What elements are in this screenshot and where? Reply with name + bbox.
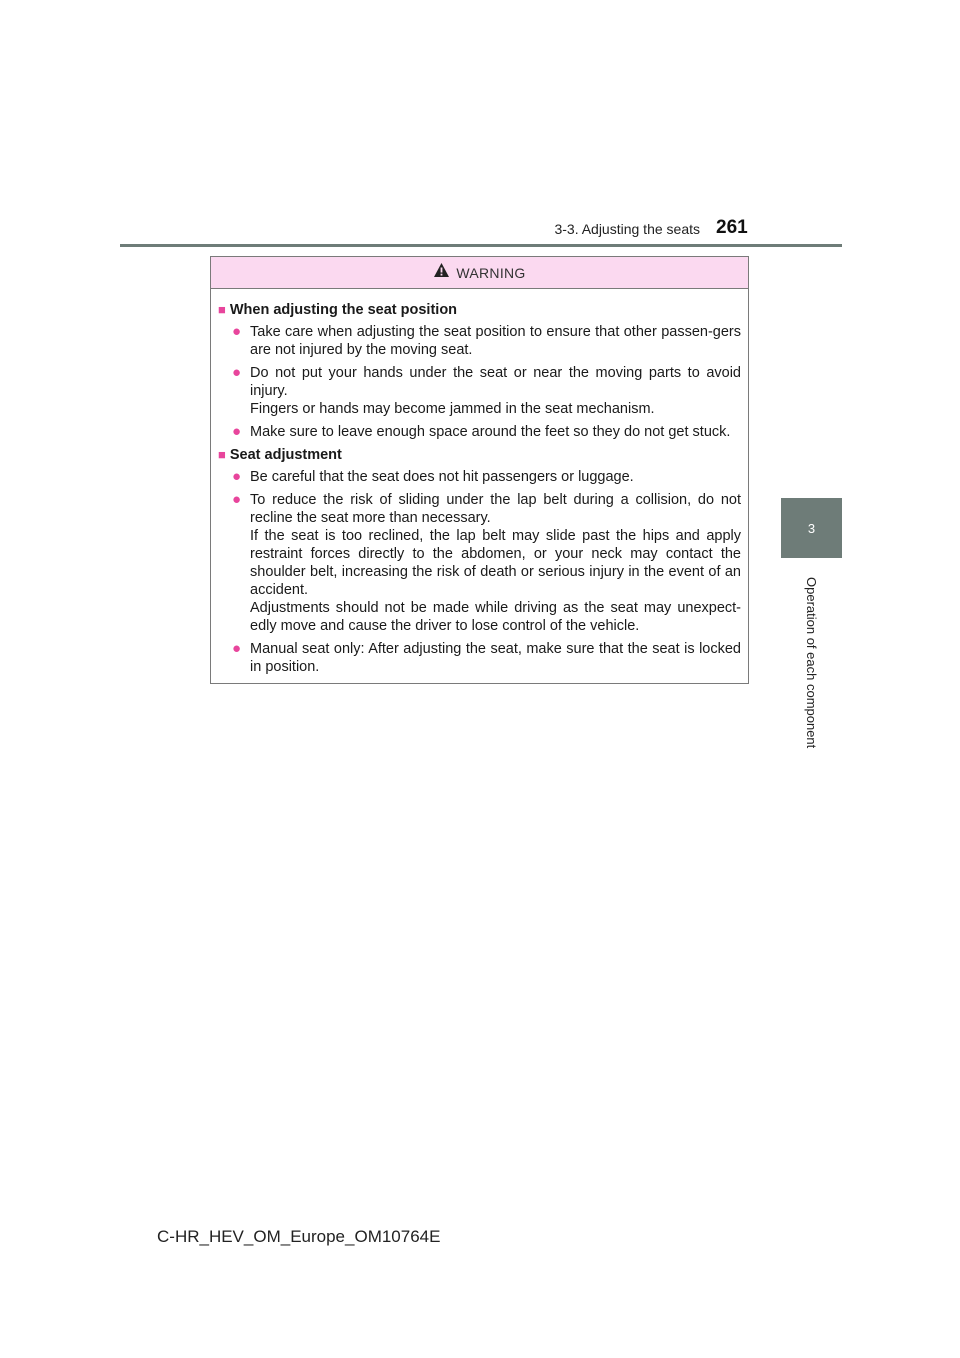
bullet-paragraph: Adjustments should not be made while driving as the seat may unexpect-edly move and cause the driver to lose control of the vehicle. [250, 600, 741, 634]
bullet-item [232, 491, 741, 635]
bullet-paragraph: Take care when adjusting the seat position to ensure that other passen-gers are not injured by the moving seat. [250, 324, 741, 358]
warning-header [211, 257, 748, 289]
round-bullet-icon: ● [232, 364, 242, 381]
round-bullet-icon: ● [232, 491, 242, 508]
bullet-text [250, 468, 741, 486]
chapter-title-text: Operation of each component [804, 576, 819, 749]
header-divider [120, 244, 842, 247]
bullet-item [232, 423, 741, 441]
chapter-tab[interactable] [781, 498, 842, 558]
bullet-item [232, 468, 741, 486]
warning-body [211, 289, 748, 676]
bullet-paragraph: Manual seat only: After adjusting the seat, make sure that the seat is locked in position. [250, 641, 741, 675]
document-code: C-HR_HEV_OM_Europe_OM10764E [157, 1227, 441, 1246]
section-heading [218, 301, 741, 319]
page-number: 261 [716, 217, 748, 238]
bullet-paragraph: If the seat is too reclined, the lap belt may slide past the hips and apply restraint forces directly to the abdomen, or your neck may contact the shoulder belt, increasing the risk of death or serious injury in the event of an accident. [250, 528, 741, 598]
bullet-text [250, 491, 741, 635]
section-title: 3-3. Adjusting the seats [554, 221, 700, 237]
warning-triangle-icon [433, 262, 450, 283]
bullet-paragraph: To reduce the risk of sliding under the lap belt during a collision, do not recline the seat more than necessary. [250, 492, 741, 526]
bullet-item [232, 323, 741, 359]
chapter-title [781, 565, 842, 760]
warning-box [210, 256, 749, 684]
bullet-text [250, 640, 741, 676]
section-heading-text: When adjusting the seat position [229, 302, 458, 318]
round-bullet-icon: ● [232, 640, 242, 657]
round-bullet-icon: ● [232, 468, 242, 485]
square-bullet-icon: ■ [218, 447, 226, 462]
bullet-text [250, 423, 741, 441]
square-bullet-icon: ■ [218, 302, 226, 317]
section-heading-text: Seat adjustment [229, 447, 342, 463]
bullet-text [250, 323, 741, 359]
bullet-paragraph: Fingers or hands may become jammed in the seat mechanism. [250, 401, 655, 417]
bullet-item [232, 640, 741, 676]
bullet-item [232, 364, 741, 418]
section-heading [218, 446, 741, 464]
round-bullet-icon: ● [232, 323, 242, 340]
bullet-paragraph: Make sure to leave enough space around the feet so they do not get stuck. [250, 424, 731, 440]
round-bullet-icon: ● [232, 423, 242, 440]
bullet-paragraph: Do not put your hands under the seat or near the moving parts to avoid injury. [250, 365, 741, 399]
warning-title: WARNING [456, 264, 526, 281]
bullet-paragraph: Be careful that the seat does not hit passengers or luggage. [250, 469, 634, 485]
bullet-text [250, 364, 741, 418]
chapter-number: 3 [807, 520, 816, 536]
